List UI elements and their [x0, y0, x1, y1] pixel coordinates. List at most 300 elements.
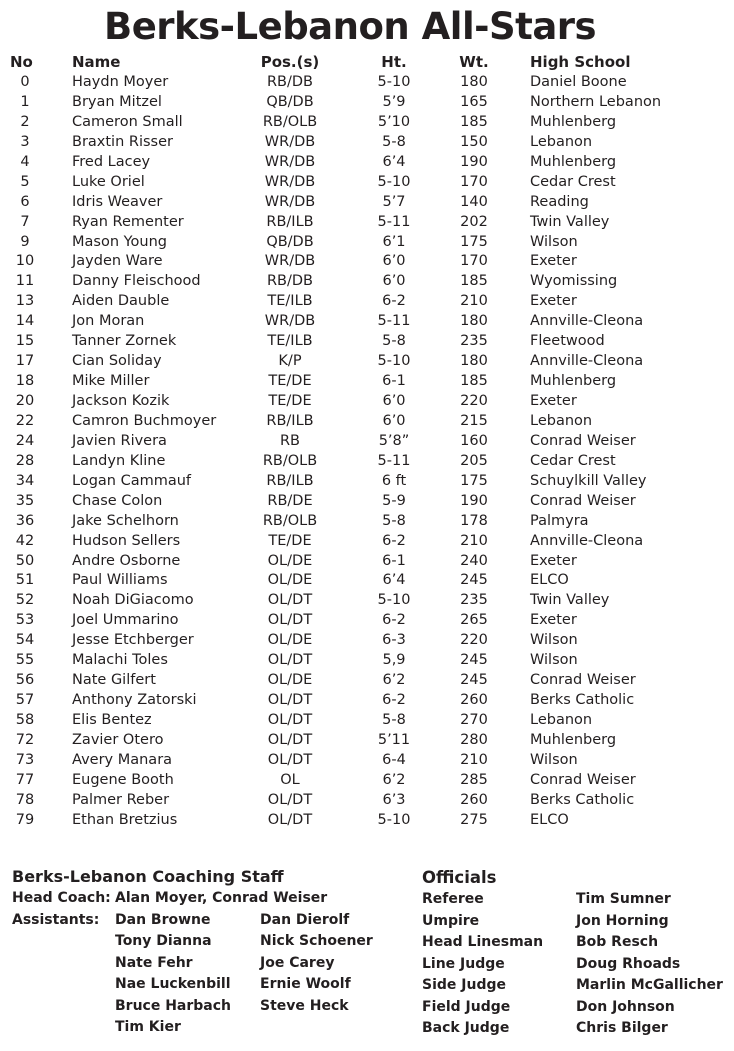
player-number: 10 — [15, 253, 35, 270]
player-name: Danny Fleischood — [72, 273, 201, 290]
player-weight: 205 — [460, 452, 488, 469]
player-number: 17 — [15, 353, 35, 370]
player-number: 4 — [20, 153, 30, 170]
official-name: Marlin McGallicher — [576, 977, 723, 993]
player-school: Twin Valley — [530, 592, 610, 609]
player-number: 35 — [15, 492, 35, 509]
table-row — [0, 451, 734, 471]
player-school: Conrad Weiser — [530, 672, 636, 689]
player-height: 5-10 — [377, 592, 411, 609]
player-position: QB/DB — [266, 233, 314, 250]
table-row — [0, 551, 734, 571]
player-number: 36 — [15, 512, 35, 529]
player-name: Aiden Dauble — [72, 293, 170, 310]
player-name: Chase Colon — [72, 492, 163, 509]
player-weight: 245 — [460, 572, 488, 589]
assistant-coach: Bruce Harbach — [115, 997, 232, 1014]
assistants-label: Assistants: — [12, 911, 100, 928]
player-name: Jayden Ware — [72, 253, 163, 270]
player-weight: 240 — [460, 552, 488, 569]
player-name: Jon Moran — [72, 313, 145, 330]
player-number: 77 — [15, 771, 35, 788]
player-number: 24 — [15, 432, 35, 449]
player-weight: 245 — [460, 652, 488, 669]
player-position: TE/ILB — [267, 293, 313, 310]
table-row — [0, 431, 734, 451]
coaching-staff — [12, 866, 373, 1039]
player-position: OL/DE — [267, 552, 313, 569]
player-school: Reading — [530, 193, 589, 210]
player-number: 9 — [20, 233, 30, 250]
player-school: Wilson — [530, 652, 578, 669]
player-name: Idris Weaver — [72, 193, 163, 210]
official-name: Tim Sumner — [576, 891, 671, 907]
player-height: 5-11 — [377, 313, 411, 330]
player-weight: 260 — [460, 791, 488, 808]
player-weight: 202 — [460, 213, 488, 230]
table-row — [0, 610, 734, 630]
player-height: 5-11 — [377, 213, 411, 230]
official-row — [422, 997, 675, 1019]
assistant-row — [12, 996, 349, 1018]
player-weight: 190 — [460, 153, 488, 170]
player-name: Tanner Zornek — [72, 333, 177, 350]
player-number: 3 — [20, 133, 30, 150]
player-height: 6-1 — [382, 373, 406, 390]
table-row — [0, 112, 734, 132]
player-position: K/P — [278, 353, 302, 370]
player-school: Annville-Cleona — [530, 532, 644, 549]
player-number: 54 — [15, 632, 35, 649]
player-height: 6’0 — [382, 412, 406, 429]
table-row — [0, 770, 734, 790]
player-height: 5’8” — [378, 432, 410, 449]
assistant-row — [12, 910, 350, 932]
player-number: 56 — [15, 672, 35, 689]
player-number: 22 — [15, 412, 35, 429]
assistant-row — [12, 1017, 284, 1039]
official-role: Back Judge — [422, 1020, 510, 1036]
roster-header — [0, 52, 734, 72]
table-row — [0, 132, 734, 152]
roster-table — [0, 52, 734, 830]
player-name: Malachi Toles — [72, 652, 168, 669]
player-weight: 280 — [460, 731, 488, 748]
player-school: Muhlenberg — [530, 731, 617, 748]
player-height: 6’4 — [382, 572, 406, 589]
player-weight: 220 — [460, 632, 488, 649]
player-height: 6-4 — [382, 751, 406, 768]
player-weight: 235 — [460, 592, 488, 609]
official-role: Side Judge — [422, 977, 506, 993]
player-number: 79 — [15, 811, 35, 828]
player-weight: 180 — [460, 313, 488, 330]
player-height: 5,9 — [382, 652, 406, 669]
table-row — [0, 251, 734, 271]
table-row — [0, 92, 734, 112]
assistant-coach: Ernie Woolf — [260, 976, 351, 992]
player-name: Joel Ummarino — [72, 612, 179, 629]
table-row — [0, 630, 734, 650]
player-number: 52 — [15, 592, 35, 609]
player-position: OL/DT — [267, 791, 313, 808]
player-weight: 275 — [460, 811, 488, 828]
player-height: 5-10 — [377, 353, 411, 370]
player-school: Northern Lebanon — [530, 93, 662, 110]
player-weight: 180 — [460, 353, 488, 370]
roster-body — [0, 72, 734, 830]
table-row — [0, 351, 734, 371]
table-row — [0, 750, 734, 770]
table-row — [0, 72, 734, 92]
official-name: Chris Bilger — [576, 1020, 668, 1036]
assistant-coach: Joe Carey — [260, 954, 335, 971]
player-height: 6-1 — [382, 552, 406, 569]
table-row — [0, 650, 734, 670]
player-weight: 210 — [460, 532, 488, 549]
player-height: 6-3 — [382, 632, 406, 649]
player-name: Ryan Rementer — [72, 213, 184, 230]
player-school: Muhlenberg — [530, 113, 617, 130]
player-weight: 180 — [460, 74, 488, 90]
player-name: Landyn Kline — [72, 452, 166, 469]
table-row — [0, 471, 734, 491]
player-number: 72 — [15, 731, 35, 748]
player-name: Andre Osborne — [72, 552, 181, 569]
player-height: 5-11 — [377, 452, 411, 469]
player-school: Wilson — [530, 233, 578, 250]
player-position: OL/DE — [267, 672, 313, 689]
official-row — [422, 932, 659, 954]
player-school: Fleetwood — [530, 333, 605, 350]
player-weight: 175 — [460, 233, 488, 250]
player-school: Exeter — [530, 612, 577, 629]
player-name: Jackson Kozik — [72, 393, 170, 409]
header-school: High School — [530, 53, 631, 71]
player-school: Palmyra — [530, 512, 589, 529]
player-weight: 185 — [460, 373, 488, 390]
player-school: Conrad Weiser — [530, 432, 636, 449]
player-school: Muhlenberg — [530, 153, 617, 170]
head-coach-name: Alan Moyer, Conrad Weiser — [115, 890, 328, 906]
player-position: RB/OLB — [262, 113, 318, 130]
player-name: Braxtin Risser — [72, 133, 173, 150]
official-row — [422, 1018, 668, 1040]
player-number: 28 — [15, 452, 35, 469]
table-row — [0, 590, 734, 610]
player-name: Logan Cammauf — [72, 472, 192, 489]
player-position: RB — [279, 432, 301, 449]
player-position: RB/ILB — [266, 472, 314, 489]
player-height: 5-10 — [377, 74, 411, 90]
player-name: Anthony Zatorski — [72, 692, 197, 709]
player-position: OL — [280, 771, 300, 788]
player-position: OL/DT — [267, 592, 313, 609]
player-position: RB/DE — [267, 492, 313, 509]
official-role: Referee — [422, 891, 484, 907]
table-row — [0, 291, 734, 311]
official-role: Line Judge — [422, 955, 505, 972]
assistant-coach: Nae Luckenbill — [115, 976, 231, 992]
player-weight: 265 — [460, 612, 488, 629]
player-position: RB/ILB — [266, 412, 314, 429]
officials-list — [422, 889, 723, 1040]
player-name: Cian Soliday — [72, 353, 162, 370]
player-school: ELCO — [530, 572, 569, 589]
player-number: 50 — [15, 552, 35, 569]
player-weight: 185 — [460, 113, 488, 130]
player-name: Noah DiGiacomo — [72, 592, 194, 609]
player-name: Haydn Moyer — [72, 74, 169, 90]
player-number: 57 — [15, 692, 35, 709]
player-weight: 215 — [460, 412, 488, 429]
official-role: Umpire — [422, 912, 480, 929]
player-name: Mason Young — [72, 233, 168, 250]
player-height: 6’1 — [382, 233, 406, 250]
player-weight: 175 — [460, 472, 488, 489]
player-height: 6’4 — [382, 153, 406, 170]
player-number: 78 — [15, 791, 35, 808]
table-row — [0, 391, 734, 411]
assistant-row — [12, 953, 335, 975]
player-position: QB/DB — [266, 93, 314, 110]
table-row — [0, 531, 734, 551]
player-school: Wyomissing — [530, 273, 618, 290]
table-row — [0, 810, 734, 830]
player-name: Cameron Small — [72, 113, 183, 130]
player-height: 5-10 — [377, 173, 411, 190]
page-title: Berks-Lebanon All-Stars — [104, 5, 597, 48]
head-coach-label: Head Coach: — [12, 890, 111, 906]
player-school: Conrad Weiser — [530, 771, 636, 788]
player-height: 6 ft — [381, 472, 407, 489]
table-row — [0, 232, 734, 252]
player-height: 6’0 — [382, 393, 406, 409]
player-position: RB/ILB — [266, 213, 314, 230]
player-position: WR/DB — [264, 133, 316, 150]
player-name: Luke Oriel — [72, 173, 145, 190]
official-row — [422, 954, 681, 976]
player-height: 5’9 — [382, 93, 406, 110]
player-position: OL/DT — [267, 652, 313, 669]
player-weight: 210 — [460, 293, 488, 310]
player-weight: 245 — [460, 672, 488, 689]
player-name: Eugene Booth — [72, 771, 174, 788]
player-school: Lebanon — [530, 412, 593, 429]
player-height: 5’10 — [377, 113, 411, 130]
officials-title: Officials — [422, 868, 497, 887]
player-school: Twin Valley — [530, 213, 610, 230]
assistant-coach: Dan Dierolf — [260, 911, 350, 928]
player-weight: 150 — [460, 133, 488, 150]
player-weight: 210 — [460, 751, 488, 768]
player-weight: 140 — [460, 193, 488, 210]
player-name: Hudson Sellers — [72, 532, 181, 549]
player-height: 6’0 — [382, 253, 406, 270]
official-role: Field Judge — [422, 998, 511, 1015]
player-position: RB/OLB — [262, 452, 318, 469]
assistant-coach: Tony Dianna — [115, 933, 212, 949]
player-name: Jake Schelhorn — [72, 512, 179, 529]
header-wt: Wt. — [459, 53, 489, 71]
player-height: 5-8 — [382, 712, 406, 728]
head-coach-row — [12, 888, 328, 910]
player-position: TE/DE — [268, 532, 312, 549]
player-school: Cedar Crest — [530, 173, 616, 190]
player-name: Javien Rivera — [72, 432, 167, 449]
player-weight: 235 — [460, 333, 488, 350]
player-school: Cedar Crest — [530, 452, 616, 469]
header-no: No — [10, 53, 33, 71]
player-height: 6’3 — [382, 791, 406, 808]
table-row — [0, 511, 734, 531]
official-name: Jon Horning — [576, 912, 669, 929]
assistant-coach: Steve Heck — [260, 997, 349, 1014]
table-row — [0, 730, 734, 750]
player-number: 53 — [15, 612, 35, 629]
player-school: Exeter — [530, 253, 577, 270]
player-position: OL/DT — [267, 811, 313, 828]
player-number: 55 — [15, 652, 35, 669]
player-number: 13 — [15, 293, 35, 310]
player-number: 11 — [15, 273, 35, 290]
player-position: OL/DT — [267, 612, 313, 629]
player-height: 6’0 — [382, 273, 406, 290]
player-number: 1 — [20, 93, 30, 110]
player-height: 5-8 — [382, 133, 406, 150]
player-number: 51 — [15, 572, 35, 589]
player-height: 6-2 — [382, 692, 406, 709]
table-row — [0, 271, 734, 291]
player-position: TE/DE — [268, 373, 312, 390]
player-school: ELCO — [530, 811, 569, 828]
player-school: Annville-Cleona — [530, 353, 644, 370]
player-position: OL/DT — [267, 692, 313, 709]
player-number: 7 — [20, 213, 30, 230]
assistants-list — [12, 910, 373, 1039]
player-name: Elis Bentez — [72, 712, 152, 728]
player-name: Zavier Otero — [72, 731, 164, 748]
assistant-coach: Nick Schoener — [260, 933, 373, 949]
player-school: Exeter — [530, 552, 577, 569]
table-row — [0, 670, 734, 690]
header-pos: Pos.(s) — [260, 53, 320, 71]
player-position: TE/ILB — [267, 333, 313, 350]
player-position: WR/DB — [264, 173, 316, 190]
table-row — [0, 311, 734, 331]
player-number: 5 — [20, 173, 30, 190]
header-name: Name — [72, 53, 121, 71]
table-row — [0, 790, 734, 810]
player-height: 5-8 — [382, 333, 406, 350]
player-weight: 178 — [460, 512, 488, 529]
player-school: Schuylkill Valley — [530, 472, 647, 489]
table-row — [0, 491, 734, 511]
player-number: 15 — [15, 333, 35, 350]
table-row — [0, 192, 734, 212]
player-name: Avery Manara — [72, 751, 173, 768]
table-row — [0, 690, 734, 710]
header-ht: Ht. — [381, 53, 407, 71]
player-school: Wilson — [530, 632, 578, 649]
table-row — [0, 212, 734, 232]
player-height: 5-9 — [382, 492, 406, 509]
assistant-row — [12, 931, 373, 953]
player-school: Daniel Boone — [530, 74, 627, 90]
officials — [422, 867, 723, 1040]
player-name: Nate Gilfert — [72, 672, 156, 689]
player-weight: 165 — [460, 93, 488, 110]
table-row — [0, 411, 734, 431]
player-position: WR/DB — [264, 193, 316, 210]
player-weight: 190 — [460, 492, 488, 509]
player-school: Annville-Cleona — [530, 313, 644, 330]
player-name: Jesse Etchberger — [72, 632, 194, 649]
player-number: 34 — [15, 472, 35, 489]
table-row — [0, 152, 734, 172]
table-row — [0, 172, 734, 192]
player-number: 0 — [20, 74, 30, 90]
table-row — [0, 371, 734, 391]
assistant-row — [12, 974, 351, 996]
official-name: Doug Rhoads — [576, 955, 681, 972]
player-school: Berks Catholic — [530, 692, 635, 709]
player-position: OL/DT — [267, 731, 313, 748]
player-school: Exeter — [530, 393, 577, 409]
player-school: Muhlenberg — [530, 373, 617, 390]
player-name: Paul Williams — [72, 572, 168, 589]
player-weight: 270 — [460, 712, 488, 728]
player-number: 73 — [15, 751, 35, 768]
official-row — [422, 889, 671, 911]
player-position: OL/DT — [267, 751, 313, 768]
player-position: RB/OLB — [262, 512, 318, 529]
player-number: 14 — [15, 313, 35, 330]
official-name: Bob Resch — [576, 934, 659, 950]
player-height: 5’11 — [377, 731, 411, 748]
table-row — [0, 331, 734, 351]
player-weight: 170 — [460, 173, 488, 190]
player-height: 6’2 — [382, 672, 406, 689]
player-height: 6-2 — [382, 293, 406, 310]
player-school: Lebanon — [530, 712, 593, 728]
player-position: RB/DB — [266, 273, 314, 290]
player-number: 18 — [15, 373, 35, 390]
player-weight: 170 — [460, 253, 488, 270]
player-school: Wilson — [530, 751, 578, 768]
player-name: Bryan Mitzel — [72, 93, 162, 110]
player-weight: 160 — [460, 432, 488, 449]
assistant-coach: Nate Fehr — [115, 954, 193, 971]
player-name: Ethan Bretzius — [72, 811, 178, 828]
player-position: OL/DE — [267, 572, 313, 589]
player-school: Conrad Weiser — [530, 492, 636, 509]
player-name: Camron Buchmoyer — [72, 412, 217, 429]
player-position: WR/DB — [264, 153, 316, 170]
official-row — [422, 975, 723, 997]
player-height: 6-2 — [382, 532, 406, 549]
player-number: 6 — [20, 193, 30, 210]
table-row — [0, 710, 734, 730]
player-number: 20 — [15, 393, 35, 409]
player-weight: 260 — [460, 692, 488, 709]
table-row — [0, 570, 734, 590]
player-height: 5-8 — [382, 512, 406, 529]
player-position: OL/DE — [267, 632, 313, 649]
assistant-coach: Dan Browne — [115, 911, 211, 928]
player-position: WR/DB — [264, 253, 316, 270]
assistant-coach: Tim Kier — [115, 1019, 181, 1035]
